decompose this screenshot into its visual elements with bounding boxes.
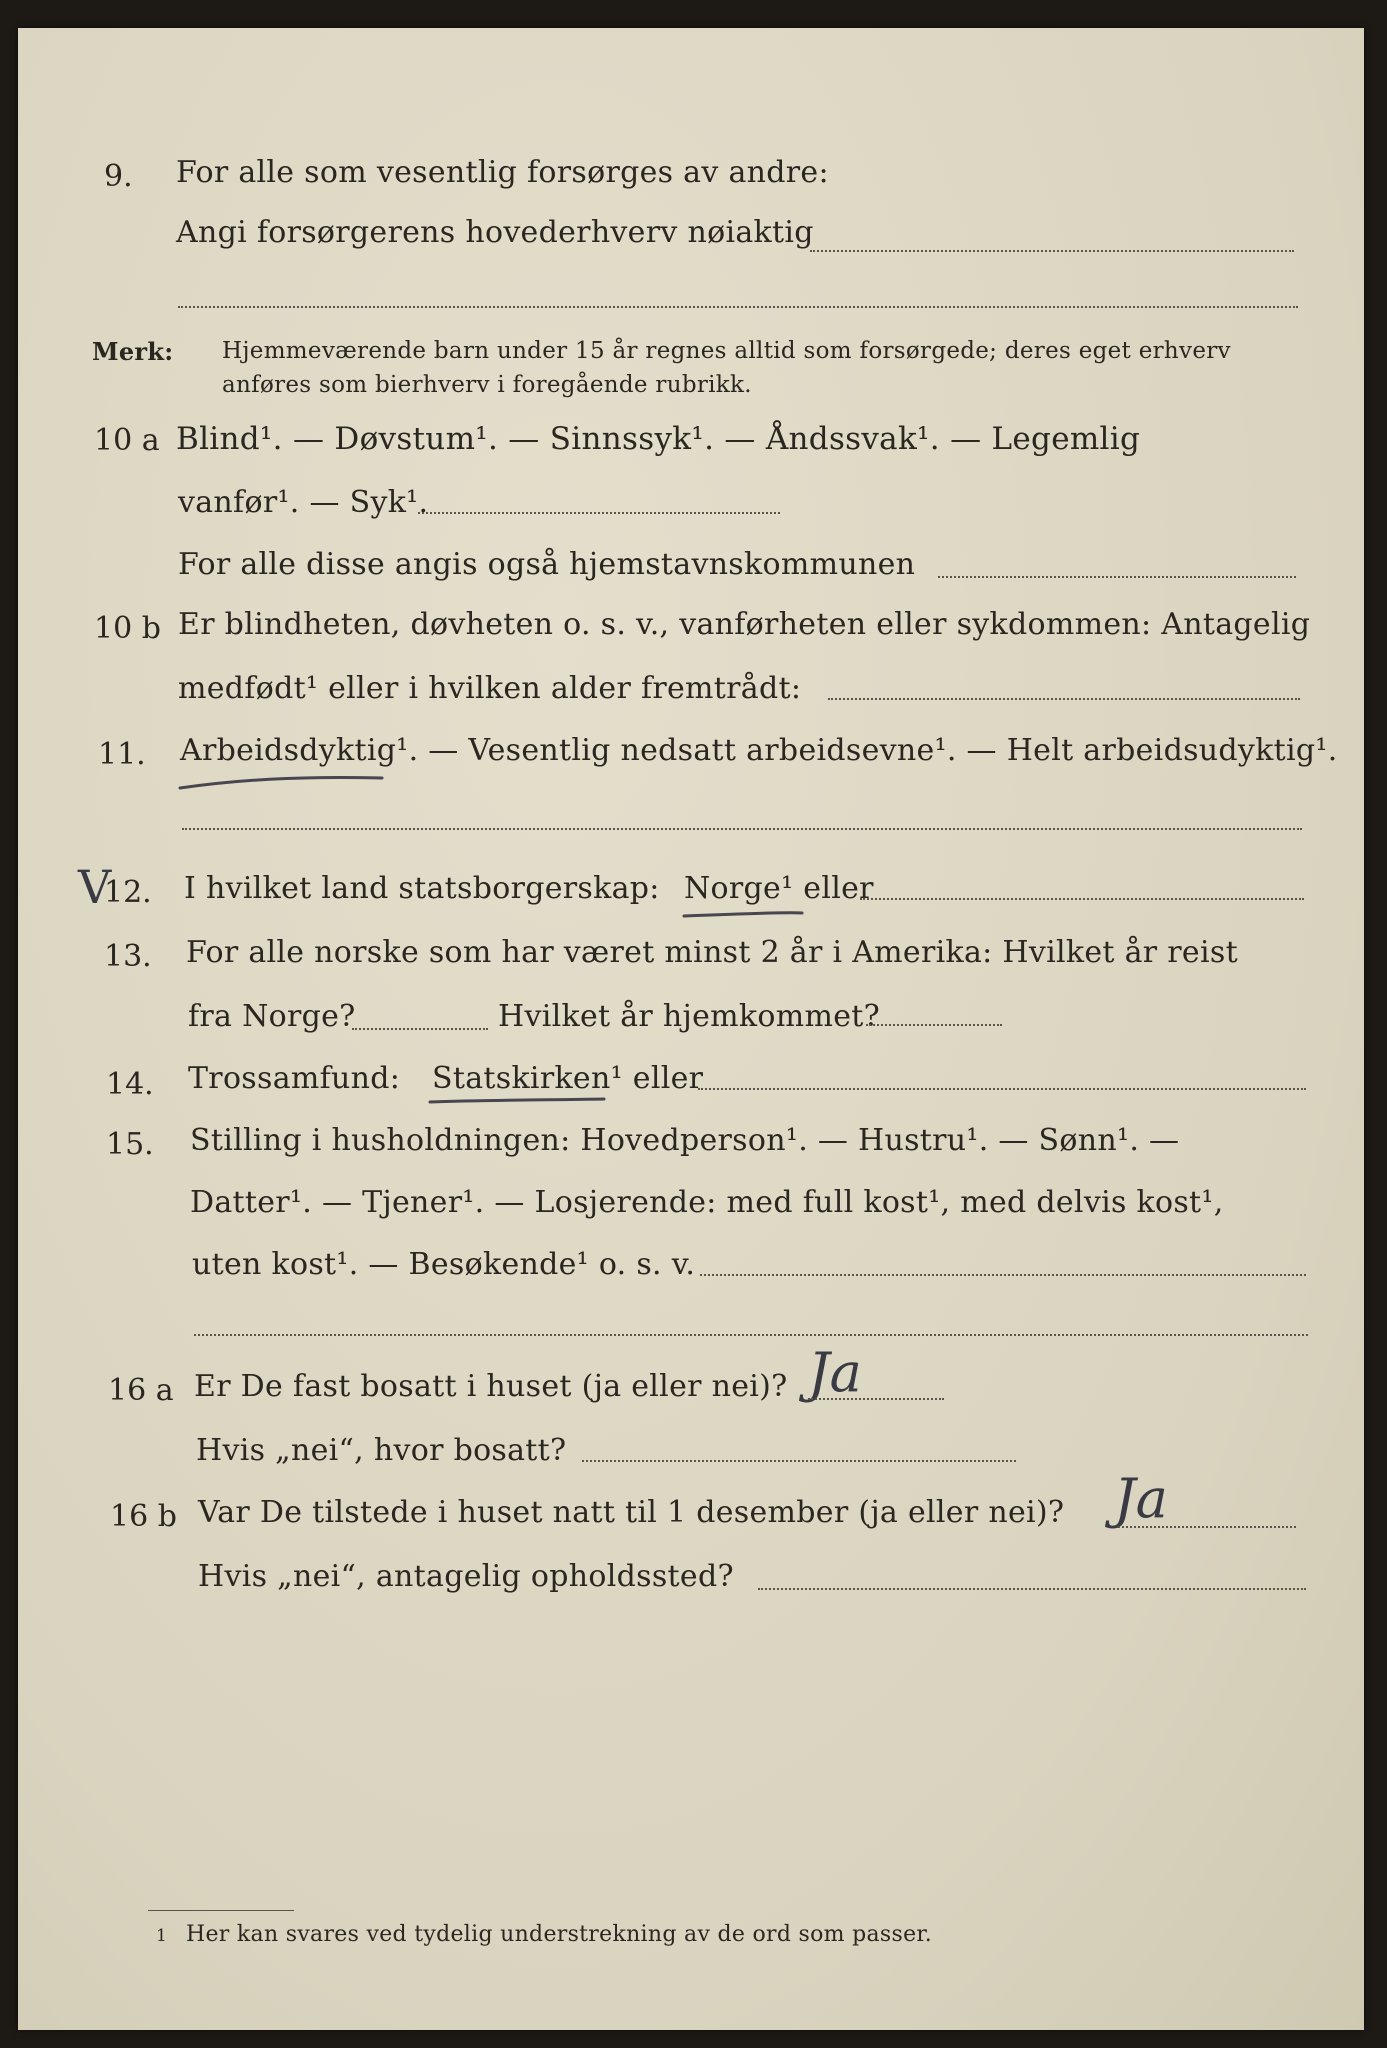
q13-line2b: Hvilket år hjemkommet? bbox=[498, 999, 881, 1034]
q16b-handwritten-answer: Ja bbox=[1114, 1467, 1168, 1530]
q15-answer-line[interactable] bbox=[700, 1274, 1306, 1276]
q15-line2: Datter¹. — Tjener¹. — Losjerende: med full kost¹, med delvis kost¹, bbox=[190, 1185, 1224, 1220]
q10a-line3: For alle disse angis også hjemstavnskommunen bbox=[178, 547, 916, 582]
q16b-number: 16 b bbox=[110, 1499, 177, 1534]
q10b-line1: Er blindheten, døvheten o. s. v., vanførheten eller sykdommen: Antagelig bbox=[178, 607, 1311, 642]
q13-departure-line[interactable] bbox=[352, 1028, 488, 1030]
q10a-line1: Blind¹. — Døvstum¹. — Sinnssyk¹. — Åndssvak¹. — Legemlig bbox=[176, 421, 1141, 457]
q15-line1: Stilling i husholdningen: Hovedperson¹. — Hustru¹. — Sønn¹. — bbox=[190, 1123, 1180, 1158]
q14-answer-line[interactable] bbox=[698, 1088, 1306, 1090]
q16b-answer-line[interactable] bbox=[1118, 1526, 1296, 1528]
q12-number: 12. bbox=[104, 875, 152, 910]
footnote-text: Her kan svares ved tydelig understrekning av de ord som passer. bbox=[186, 1922, 933, 1947]
q10a-answer-line[interactable] bbox=[418, 512, 780, 514]
q15-answer-line-2[interactable] bbox=[194, 1334, 1308, 1336]
q11-answer-line[interactable] bbox=[182, 828, 1302, 830]
q16a-residence-line[interactable] bbox=[582, 1460, 1016, 1462]
q12-line1: I hvilket land statsborgerskap: bbox=[184, 871, 660, 906]
q10a-hometown-line[interactable] bbox=[938, 576, 1296, 578]
q14-number: 14. bbox=[106, 1067, 154, 1102]
q16b-line1: Var De tilstede i huset natt til 1 desember (ja eller nei)? bbox=[198, 1495, 1065, 1530]
q11-pencil-underline bbox=[176, 768, 386, 798]
q13-return-line[interactable] bbox=[866, 1024, 1002, 1026]
q9-answer-line-2[interactable] bbox=[178, 306, 1298, 308]
q16a-handwritten-answer: Ja bbox=[808, 1341, 862, 1404]
q15-line3: uten kost¹. — Besøkende¹ o. s. v. bbox=[192, 1247, 696, 1282]
q16b-whereabouts-line[interactable] bbox=[758, 1588, 1306, 1590]
q12-answer-line[interactable] bbox=[860, 898, 1304, 900]
q10b-line2: medfødt¹ eller i hvilken alder fremtrådt: bbox=[178, 671, 802, 706]
q10b-answer-line[interactable] bbox=[828, 698, 1300, 700]
q16a-number: 16 a bbox=[108, 1373, 174, 1408]
q10b-number: 10 b bbox=[94, 611, 161, 646]
footnote-rule bbox=[148, 1910, 294, 1911]
q16a-answer-line[interactable] bbox=[808, 1398, 944, 1400]
footnote-number: 1 bbox=[156, 1926, 168, 1946]
q12-option: Norge¹ eller bbox=[684, 871, 874, 906]
q15-number: 15. bbox=[106, 1127, 154, 1162]
merk-line1: Hjemmeværende barn under 15 år regnes alltid som forsørgede; deres eget erhverv bbox=[222, 338, 1231, 364]
q9-number: 9. bbox=[104, 159, 133, 194]
q13-line1: For alle norske som har været minst 2 år i Amerika: Hvilket år reist bbox=[186, 935, 1238, 970]
q16a-line1: Er De fast bosatt i huset (ja eller nei)? bbox=[194, 1369, 788, 1404]
q12-pencil-underline bbox=[682, 906, 842, 926]
q9-line2: Angi forsørgerens hovederhverv nøiaktig bbox=[176, 215, 814, 250]
q16b-line2: Hvis „nei“, antagelig opholdssted? bbox=[198, 1559, 734, 1594]
census-form-page bbox=[18, 28, 1364, 2030]
q10a-number: 10 a bbox=[94, 423, 160, 458]
q16a-line2: Hvis „nei“, hvor bosatt? bbox=[196, 1433, 567, 1468]
q13-line2a: fra Norge? bbox=[188, 999, 356, 1034]
q14-option: Statskirken¹ eller bbox=[432, 1061, 704, 1096]
q11-number: 11. bbox=[98, 737, 146, 772]
q9-line1: For alle som vesentlig forsørges av andre: bbox=[176, 155, 829, 190]
q10a-line2: vanfør¹. — Syk¹. bbox=[178, 485, 429, 520]
q11-line1: Arbeidsdyktig¹. — Vesentlig nedsatt arbeidsevne¹. — Helt arbeidsudyktig¹. bbox=[180, 733, 1338, 768]
q14-pencil-underline bbox=[428, 1094, 618, 1114]
q13-number: 13. bbox=[104, 939, 152, 974]
merk-label: Merk: bbox=[92, 337, 174, 366]
q12-check-mark: V bbox=[78, 860, 112, 914]
q14-line1a: Trossamfund: bbox=[188, 1061, 401, 1096]
q9-answer-line[interactable] bbox=[810, 250, 1294, 252]
merk-line2: anføres som bierhverv i foregående rubrikk. bbox=[222, 372, 752, 398]
